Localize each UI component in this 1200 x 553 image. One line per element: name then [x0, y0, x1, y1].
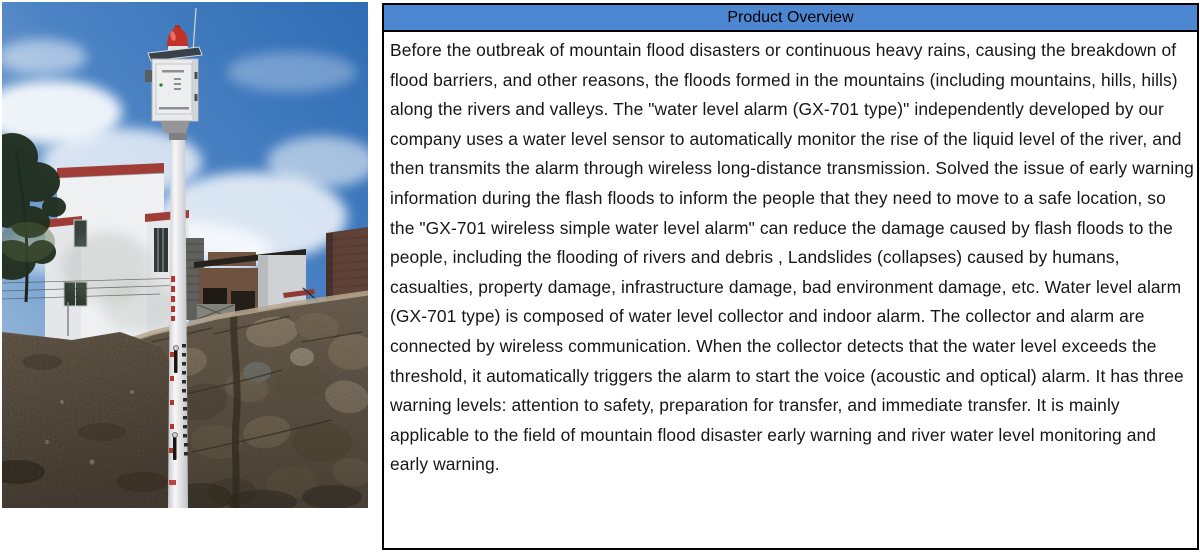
- panel-header: [384, 5, 1197, 32]
- water-level-gauge-pole: [168, 120, 188, 508]
- product-overview-panel: [382, 3, 1199, 550]
- box-indicator: [159, 83, 162, 86]
- overview-text: Before the outbreak of mountain flood disasters or continuous heavy rains, causing the breakdown of flood barriers, and other reasons, the floods formed in the mountains (including mountains, hills, hills) along the rivers and valleys. The "water level alarm (GX-701 type)" independently developed by our company uses a water level sensor to automatically monitor the rise of the liquid level of the river, and then transmits the alarm through wireless long-distance transmission. Solved the issue of early warning information during the flash floods to inform the people that they need to move to a safe location, so the "GX-701 wireless simple water level alarm" can reduce the damage caused by flash floods to the people, including the flooding of rivers and debris , Landslides (collapses) caused by humans, casualties, property damage, infrastructure damage, bad environment damage, etc. Water level alarm (GX-701 type) is composed of water level collector and indoor alarm. The collector and alarm are connected by wireless communication. When the collector detects that the water level exceeds the threshold, it automatically triggers the alarm to start the voice (acoustic and optical) alarm. It has three warning levels: attention to safety, preparation for transfer, and immediate transfer. It is mainly applicable to the field of mountain flood disaster early warning and river water level monitoring and early warning.: [390, 40, 1194, 475]
- product-photo: [2, 2, 368, 508]
- side-bracket: [145, 70, 152, 82]
- panel-body: [384, 32, 1197, 548]
- box-mount: [160, 121, 190, 133]
- photo-scene: [2, 2, 368, 508]
- panel-title: Product Overview: [727, 9, 854, 26]
